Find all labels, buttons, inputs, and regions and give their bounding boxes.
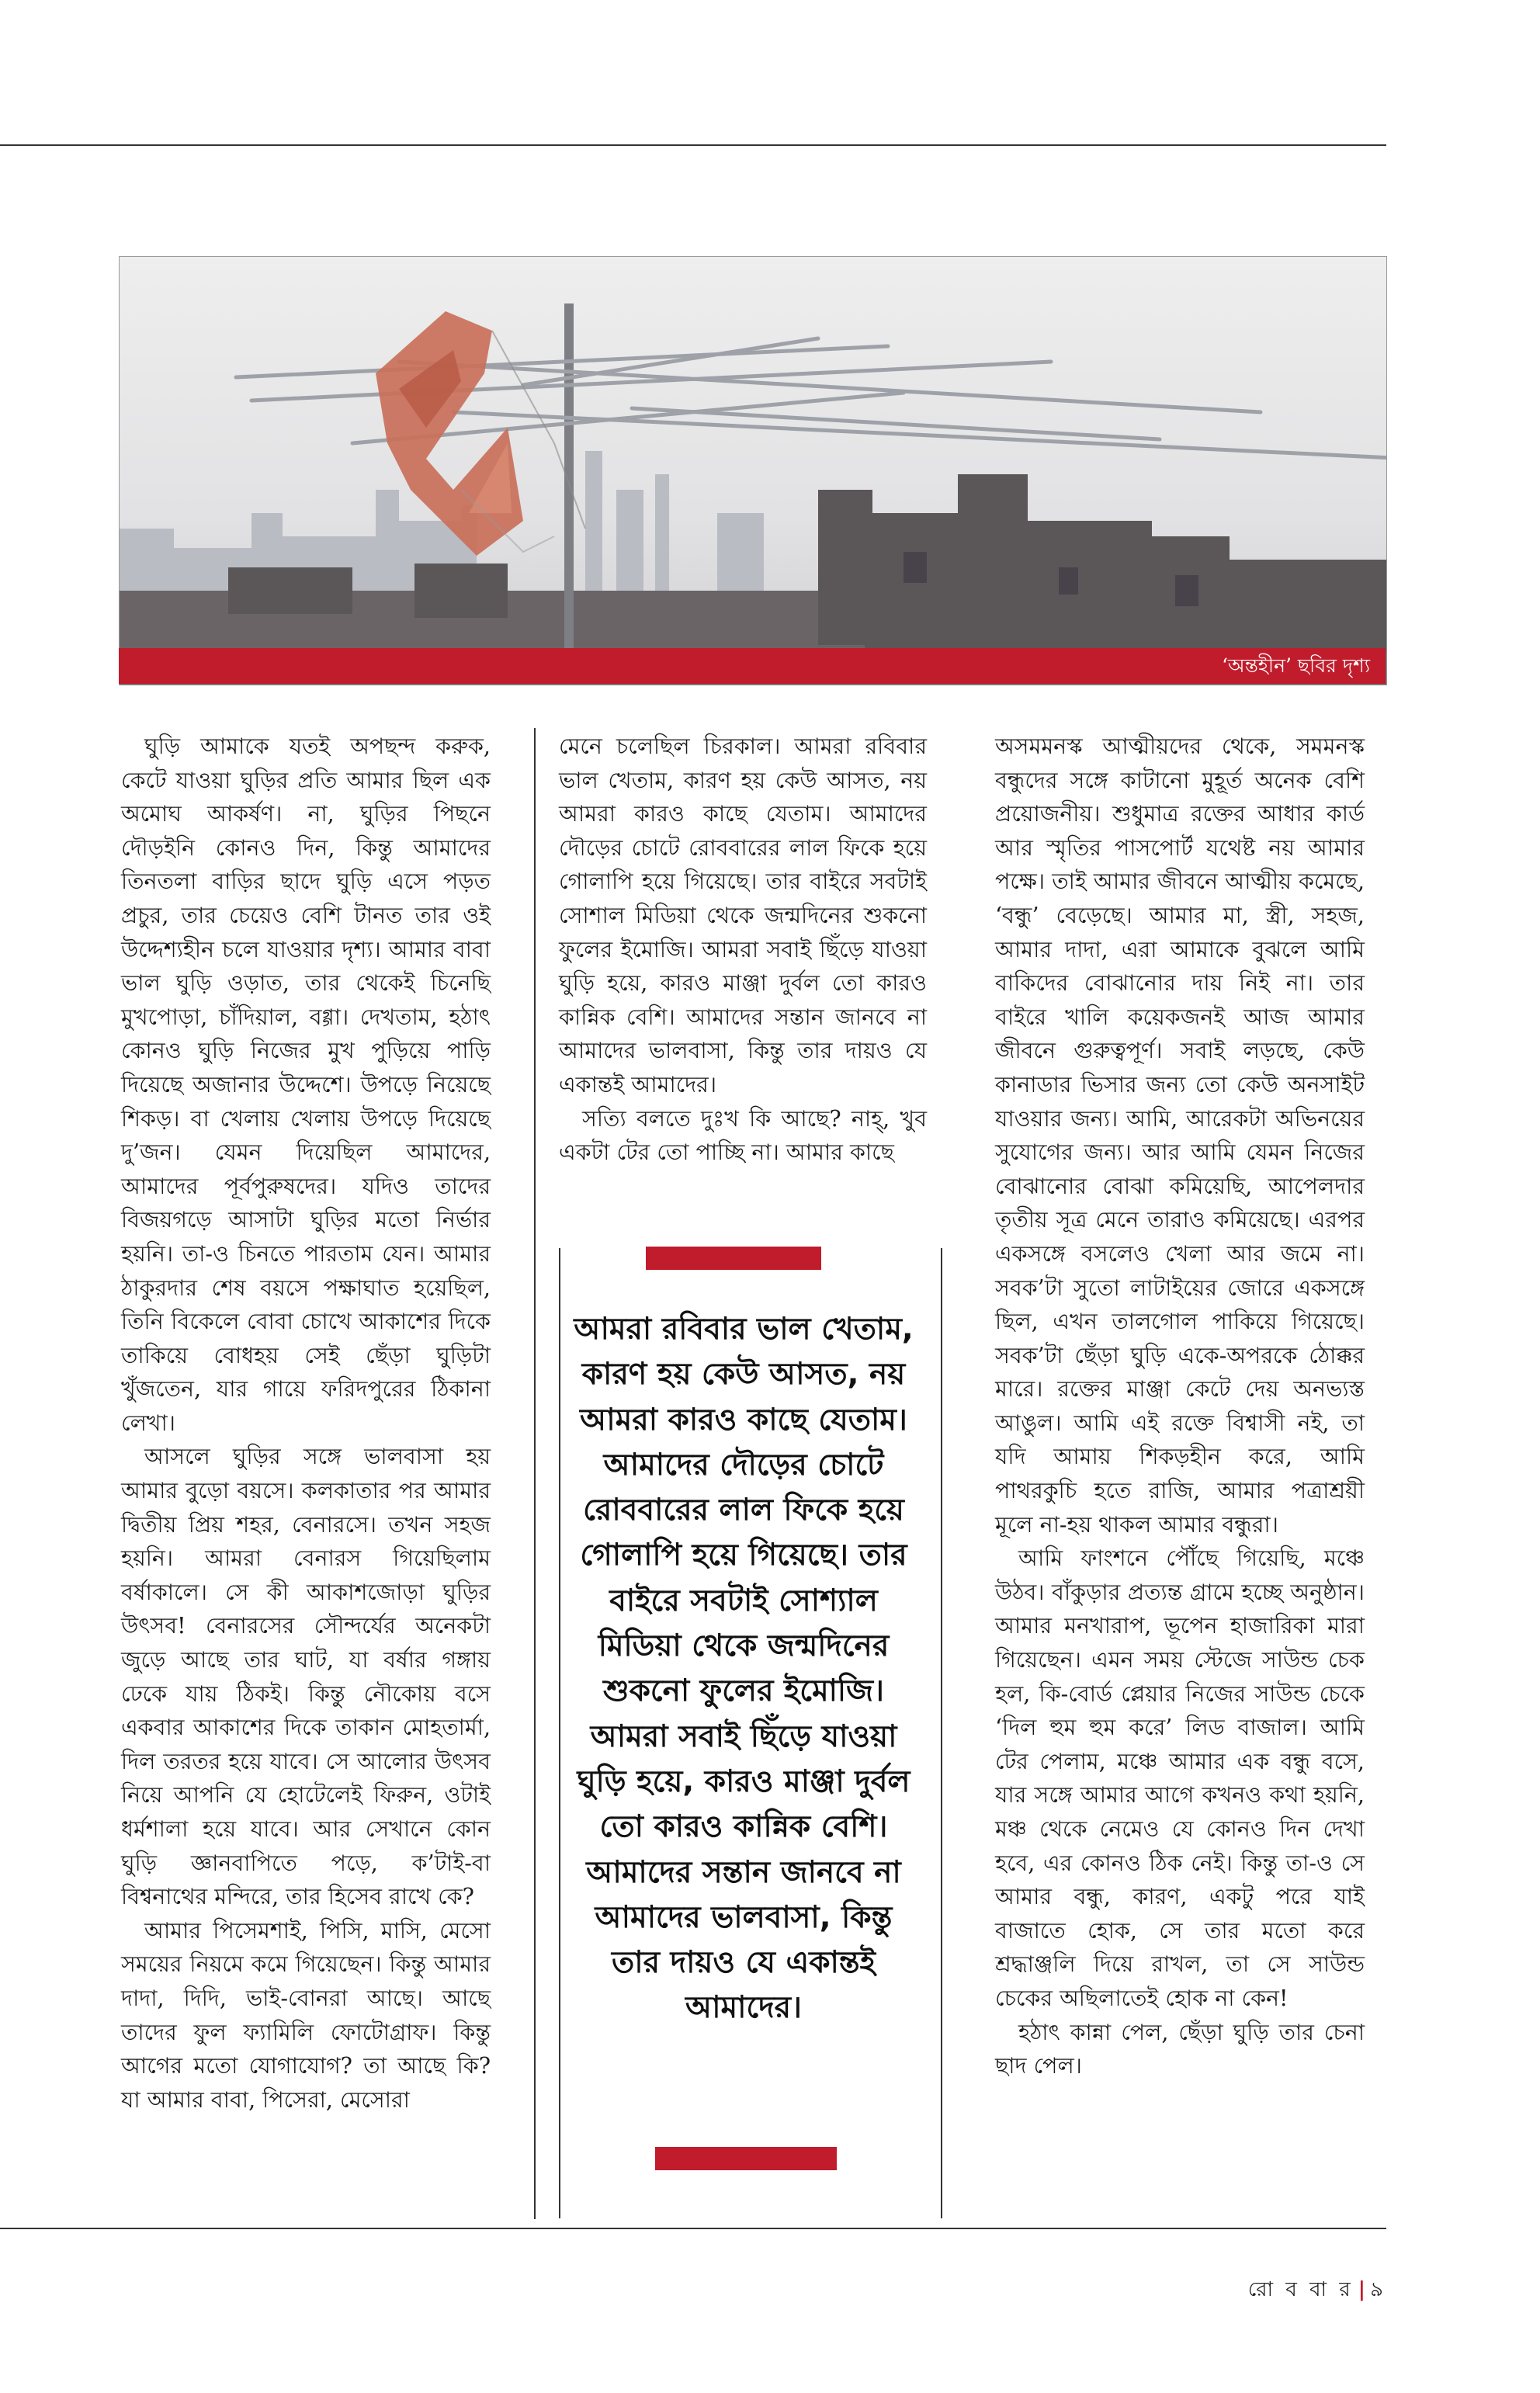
pullquote-right-rule xyxy=(941,1248,942,2218)
photo-kite-on-antenna xyxy=(119,256,1387,685)
paragraph: অসমমনস্ক আত্মীয়দের থেকে, সমমনস্ক বন্ধুদের সঙ্গে কাটানো মুহূর্ত অনেক বেশি প্রয়োজনীয়। শুধুমাত্র রক্তের আধার কার্ড আর স্মৃতির পাসপোর্ট যথেষ্ট নয় আমার পক্ষে। তাই আমার জীবনে আত্মীয় কমেছে, ‘বন্ধু’ বেড়েছে। আমার মা, স্ত্রী, সহজ, আমার দাদা, এরা আমাকে বুঝলে আমি বাকিদের বোঝানোর দায় নিই না। তার বাইরে খালি কয়েকজনই আজ আমার জীবনে গুরুত্বপূর্ণ। সবাই লড়ছে, কেউ কানাডার ভিসার জন্য তো কেউ অনসাইট যাওয়ার জন্য। আমি, আরেকটা অভিনয়ের সুযোগের জন্য। আর আমি যেমন নিজের বোঝানোর বোঝা কমিয়েছি, আপেলদার তৃতীয় সূত্র মেনে তারাও কমিয়েছে। এরপর একসঙ্গে বসলেও খেলা আর জমে না। সবক’টা সুতো লাটাইয়ের জোরে একসঙ্গে ছিল, এখন তালগোল পাকিয়ে গিয়েছে। সবক’টা ছেঁড়া ঘুড়ি একে-অপরকে ঠোক্কর মারে। রক্তের মাঞ্জা কেটে দেয় অনভ্যস্ত আঙুল। আমি এই রক্তে বিশ্বাসী নই, তা যদি আমায় শিকড়হীন করে, আমি পাথরকুচি হতে রাজি, আমার পত্রাশ্রয়ী মূলে না-হয় থাকল আমার বন্ধুরা। xyxy=(995,734,1365,1538)
photo-caption: ‘অন্তহীন’ ছবির দৃশ্য xyxy=(1221,654,1370,677)
paragraph: সত্যি বলতে দুঃখ কি আছে? নাহ্, খুব একটা টের তো পাচ্ছি না। আমার কাছে xyxy=(559,1105,927,1166)
column-divider-1 xyxy=(534,728,536,2219)
pullquote-left-rule xyxy=(559,1248,560,2218)
photo-illustration xyxy=(120,257,1386,685)
bottom-rule xyxy=(0,2228,1386,2229)
page-number: ৯ xyxy=(1370,2278,1386,2301)
pullquote-bottom-bar xyxy=(655,2147,837,2170)
paragraph: ঘুড়ি আমাকে যতই অপছন্দ করুক, কেটে যাওয়া ঘুড়ির প্রতি আমার ছিল এক অমোঘ আকর্ষণ। না, ঘুড়ির পিছনে দৌড়ইনি কোনও দিন, কিন্তু আমাদের তিনতলা বাড়ির ছাদে ঘুড়ি এসে পড়ত প্রচুর, তার চেয়েও বেশি টানত তার ওই উদ্দেশ্যহীন চলে যাওয়ার দৃশ্য। আমার বাবা ভাল ঘুড়ি ওড়াত, তার থেকেই চিনেছি মুখপোড়া, চাঁদিয়াল, বগ্গা। দেখতাম, হঠাৎ কোনও ঘুড়ি নিজের মুখ পুড়িয়ে পাড়ি দিয়েছে অজানার উদ্দেশে। উপড়ে নিয়েছে শিকড়। বা খেলায় খেলায় উপড়ে দিয়েছে দু’জন। যেমন দিয়েছিল আমাদের, আমাদের পূর্বপুরুষদের। যদিও তাদের বিজয়গড়ে আসাটা ঘুড়ির মতো নির্ভার হয়নি। তা-ও চিনতে পারতাম যেন। আমার ঠাকুরদার শেষ বয়সে পক্ষাঘাত হয়েছিল, তিনি বিকেলে বোবা চোখে আকাশের দিকে তাকিয়ে বোধহয় সেই ছেঁড়া ঘুড়িটা খুঁজতেন, যার গায়ে ফরিদপুরের ঠিকানা লেখা। xyxy=(121,734,491,1436)
footer-separator: | xyxy=(1358,2278,1366,2301)
paragraph: হঠাৎ কান্না পেল, ছেঁড়া ঘুড়ি তার চেনা ছাদ পেল। xyxy=(995,2019,1365,2079)
paragraph: মেনে চলেছিল চিরকাল। আমরা রবিবার ভাল খেতাম, কারণ হয় কেউ আসত, নয় আমরা কারও কাছে যেতাম। আমাদের দৌড়ের চোটে রোববারের লাল ফিকে হয়ে গোলাপি হয়ে গিয়েছে। তার বাইরে সবটাই সোশাল মিডিয়া থেকে জন্মদিনের শুকনো ফুলের ইমোজি। আমরা সবাই ছিঁড়ে যাওয়া ঘুড়ি হয়ে, কারও মাঞ্জা দুর্বল তো কারও কান্নিক বেশি। আমাদের সন্তান জানবে না আমাদের ভালবাসা, কিন্তু তার দায়ও যে একান্তই আমাদের। xyxy=(559,734,927,1098)
paragraph: আসলে ঘুড়ির সঙ্গে ভালবাসা হয় আমার বুড়ো বয়সে। কলকাতার পর আমার দ্বিতীয় প্রিয় শহর, বেনারসে। তখন সহজ হয়নি। আমরা বেনারস গিয়েছিলাম বর্ষাকালে। সে কী আকাশজোড়া ঘুড়ির উৎসব! বেনারসের সৌন্দর্যের অনেকটা জুড়ে আছে তার ঘাট, যা বর্ষার গঙ্গায় ঢেকে যায় ঠিকই। কিন্তু নৌকোয় বসে একবার আকাশের দিকে তাকান মোহতার্মা, দিল তরতর হয়ে যাবে। সে আলোর উৎসব নিয়ে আপনি যে হোটেলেই ফিরুন, ওটাই ধর্মশালা হয়ে যাবে। আর সেখানে কোন ঘুড়ি জ্ঞানবাপিতে পড়ে, ক’টাই-বা বিশ্বনাথের মন্দিরে, তার হিসেব রাখে কে? xyxy=(121,1444,491,1910)
photo-caption-bar xyxy=(119,648,1386,684)
magazine-name: রো ব বা র xyxy=(1247,2278,1354,2301)
pull-quote: আমরা রবিবার ভাল খেতাম, কারণ হয় কেউ আসত, নয় আমরা কারও কাছে যেতাম। আমাদের দৌড়ের চোটে রোববারের লাল ফিকে হয়ে গোলাপি হয়ে গিয়েছে। তার বাইরে সবটাই সোশ্যাল মিডিয়া থেকে জন্মদিনের শুকনো ফুলের ইমোজি। আমরা সবাই ছিঁড়ে যাওয়া ঘুড়ি হয়ে, কারও মাঞ্জা দুর্বল তো কারও কান্নিক বেশি। আমাদের সন্তান জানবে না আমাদের ভালবাসা, কিন্তু তার দায়ও যে একান্তই আমাদের। xyxy=(574,1312,914,2026)
article-column-3 xyxy=(995,730,1365,2083)
top-rule xyxy=(0,144,1386,146)
article-column-1 xyxy=(121,730,491,2117)
pullquote-top-bar xyxy=(646,1247,821,1270)
article-column-2 xyxy=(559,730,927,1170)
page-footer xyxy=(1248,2276,1386,2304)
paragraph: আমার পিসেমশাই, পিসি, মাসি, মেসো সময়ের নিয়মে কমে গিয়েছেন। কিন্তু আমার দাদা, দিদি, ভাই-বোনরা আছে। আছে তাদের ফুল ফ্যামিলি ফোটোগ্রাফ। কিন্তু আগের মতো যোগাযোগ? তা আছে কি? যা আমার বাবা, পিসেরা, মেসোরা xyxy=(121,1917,491,2113)
paragraph: আমি ফাংশনে পৌঁছে গিয়েছি, মঞ্চে উঠব। বাঁকুড়ার প্রত্যন্ত গ্রামে হচ্ছে অনুষ্ঠান। আমার মনখারাপ, ভূপেন হাজারিকা মারা গিয়েছেন। এমন সময় স্টেজে সাউন্ড চেক হল, কি-বোর্ড প্লেয়ার নিজের সাউন্ড চেকে ‘দিল হুম হুম করে’ লিড বাজাল। আমি টের পেলাম, মঞ্চে আমার এক বন্ধু বসে, যার সঙ্গে আমার আগে কখনও কথা হয়নি, মঞ্চ থেকে নেমেও যে কোনও দিন দেখা হবে, এর কোনও ঠিক নেই। কিন্তু তা-ও সে আমার বন্ধু, কারণ, একটু পরে যাই বাজাতে হোক, সে তার মতো করে শ্রদ্ধাঞ্জলি দিয়ে রাখল, তা সে সাউন্ড চেকের অছিলাতেই হোক না কেন! xyxy=(995,1545,1365,2011)
